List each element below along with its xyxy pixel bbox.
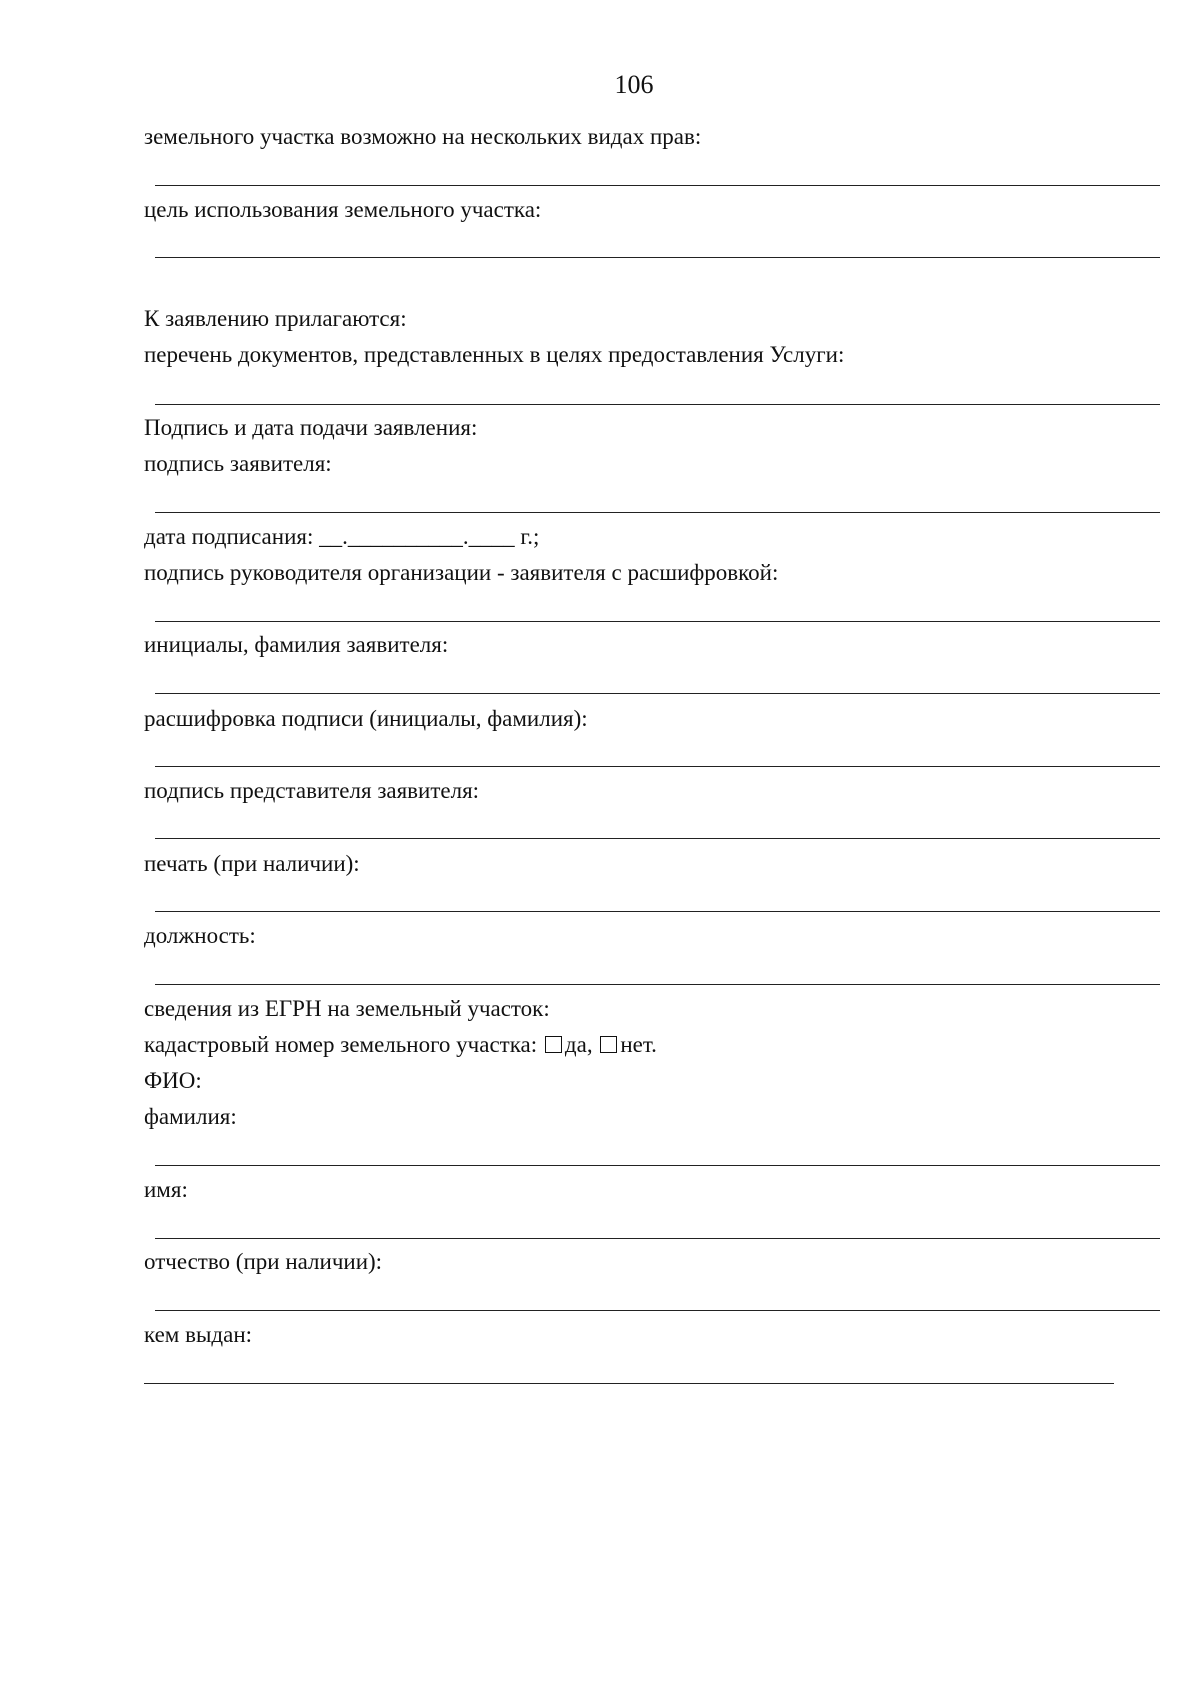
- first-name-label: имя:: [144, 1177, 188, 1202]
- issued-by-line[interactable]: [144, 1383, 1114, 1384]
- position-label: должность:: [144, 923, 256, 948]
- representative-signature-label: подпись представителя заявителя:: [144, 778, 480, 803]
- surname-label: фамилия:: [144, 1104, 237, 1129]
- documents-list-line[interactable]: [155, 404, 1160, 405]
- initials-surname-line[interactable]: [155, 693, 1160, 694]
- page-number: 106: [614, 70, 654, 99]
- applicant-signature-label: подпись заявителя:: [144, 451, 332, 476]
- position-line[interactable]: [155, 984, 1160, 985]
- surname-line[interactable]: [155, 1165, 1160, 1166]
- egrn-info-label: сведения из ЕГРН на земельный участок:: [144, 996, 550, 1021]
- checkbox-no[interactable]: [600, 1036, 617, 1053]
- signature-decoding-line[interactable]: [155, 766, 1160, 767]
- applicant-signature-line[interactable]: [155, 512, 1160, 513]
- land-rights-line[interactable]: [155, 185, 1160, 186]
- attached-header: К заявлению прилагаются:: [144, 306, 407, 331]
- option-no-label: нет.: [620, 1032, 657, 1057]
- initials-surname-label: инициалы, фамилия заявителя:: [144, 632, 449, 657]
- representative-signature-line[interactable]: [155, 838, 1160, 839]
- patronymic-line[interactable]: [155, 1310, 1160, 1311]
- documents-list-label: перечень документов, представленных в целях предоставления Услуги:: [144, 342, 845, 367]
- first-name-line[interactable]: [155, 1238, 1160, 1239]
- issued-by-label: кем выдан:: [144, 1322, 253, 1347]
- seal-line[interactable]: [155, 911, 1160, 912]
- land-purpose-line[interactable]: [155, 257, 1160, 258]
- checkbox-yes[interactable]: [545, 1036, 562, 1053]
- head-signature-line[interactable]: [155, 621, 1160, 622]
- land-purpose-label: цель использования земельного участка:: [144, 197, 542, 222]
- patronymic-label: отчество (при наличии):: [144, 1249, 383, 1274]
- seal-label: печать (при наличии):: [144, 851, 360, 876]
- signature-date-header: Подпись и дата подачи заявления:: [144, 415, 478, 440]
- cadastral-number-label: кадастровый номер земельного участка:: [144, 1032, 538, 1057]
- land-rights-label: земельного участка возможно на нескольких видах прав:: [144, 124, 702, 149]
- cadastral-number-row: [144, 1032, 657, 1058]
- signing-date-field[interactable]: дата подписания: __.__________.____ г.;: [144, 524, 540, 549]
- signature-decoding-label: расшифровка подписи (инициалы, фамилия):: [144, 706, 588, 731]
- option-yes-label: да,: [564, 1032, 593, 1057]
- fio-label: ФИО:: [144, 1068, 202, 1093]
- head-signature-label: подпись руководителя организации - заявителя с расшифровкой:: [144, 560, 779, 585]
